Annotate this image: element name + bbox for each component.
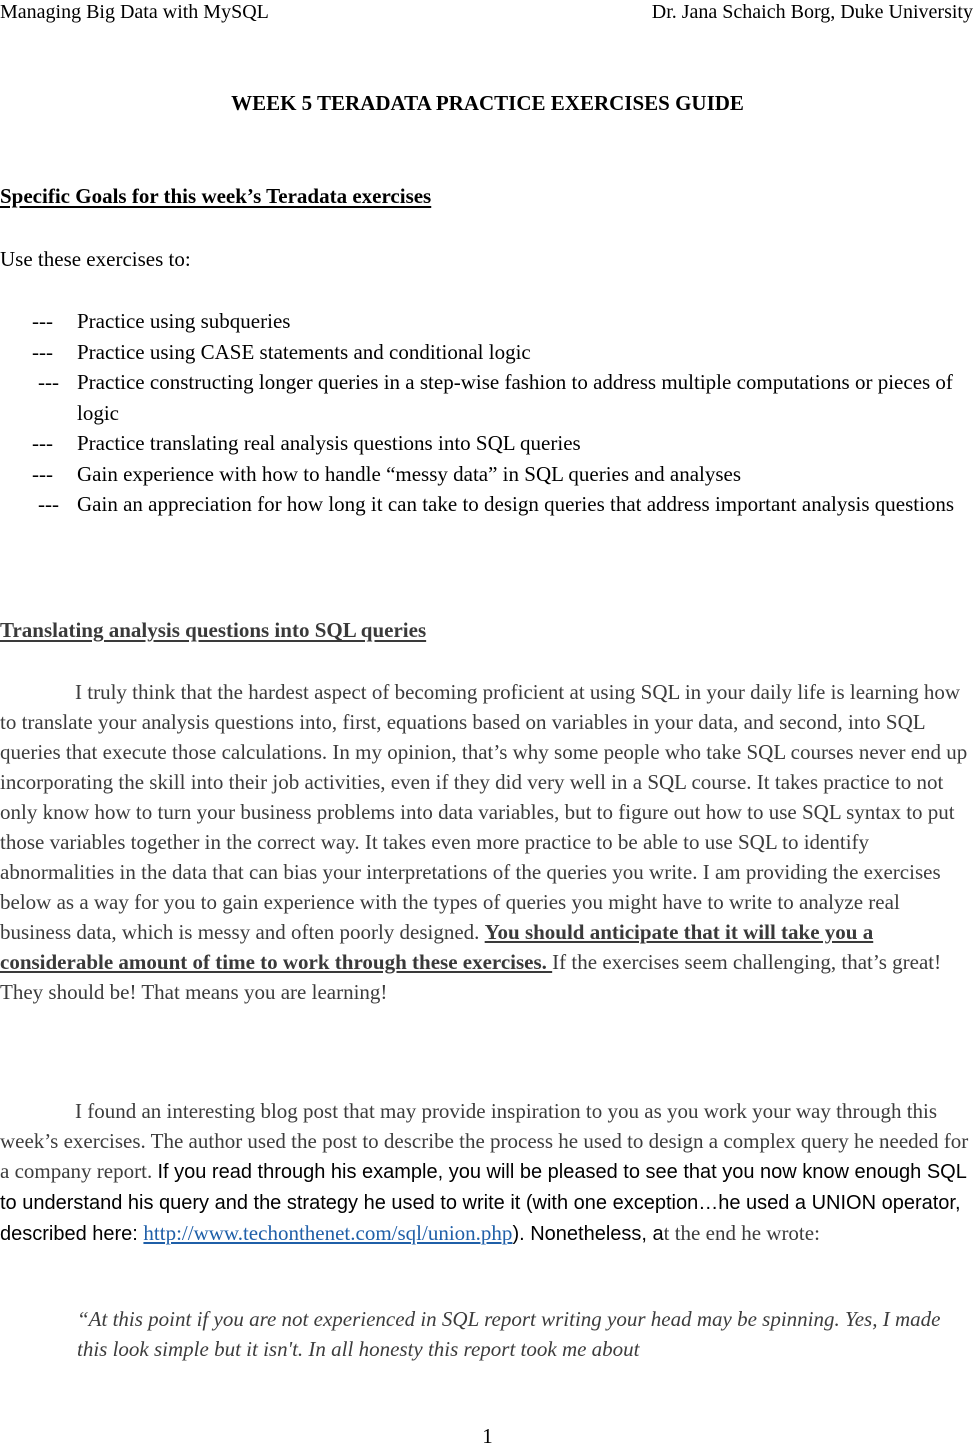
list-item bbox=[0, 489, 960, 520]
list-item bbox=[0, 428, 960, 459]
list-item bbox=[0, 306, 960, 337]
bullet-dash: --- bbox=[38, 492, 59, 516]
goal-text: Gain experience with how to handle “messy data” in SQL queries and analyses bbox=[77, 461, 742, 486]
list-item bbox=[0, 337, 960, 368]
bullet-dash: --- bbox=[32, 431, 53, 455]
list-item bbox=[0, 367, 960, 428]
running-header-right: Dr. Jana Schaich Borg, Duke University bbox=[651, 1, 973, 23]
goal-text: Practice using subqueries bbox=[77, 309, 291, 333]
intro-text: Use these exercises to: bbox=[0, 247, 191, 271]
paragraph-text: t the end he wrote: bbox=[663, 1221, 820, 1245]
union-link[interactable]: http://www.techonthenet.com/sql/union.php bbox=[143, 1221, 513, 1245]
running-header-left: Managing Big Data with MySQL bbox=[0, 1, 269, 23]
page-number: 1 bbox=[482, 1424, 493, 1448]
section-heading-translating: Translating analysis questions into SQL queries bbox=[0, 618, 427, 642]
paragraph-text-dark: ). Nonetheless, a bbox=[512, 1223, 664, 1245]
emphasis-text: You should anticipate that it will take you a considerable amount of time to work through these exercises. bbox=[0, 920, 874, 974]
goal-text: Practice using CASE statements and conditional logic bbox=[77, 339, 531, 364]
paragraph-text: If the exercises seem challenging, that’s great! They should be! That means you are learning! bbox=[0, 950, 942, 1004]
block-quote: “At this point if you are not experienced in SQL report writing your head may be spinning. Yes, I made this look simple but it isn't. In all honesty this report took me about bbox=[77, 1307, 941, 1361]
goal-text: Practice translating real analysis questions into SQL queries bbox=[77, 431, 581, 455]
paragraph-text: I found an interesting blog post that may provide inspiration to you as you work your way through this week’s exercises. The author used the post to describe the process he used to design a complex query he needed for a company report. bbox=[0, 1099, 969, 1183]
section-heading-goals: Specific Goals for this week’s Teradata exercises bbox=[0, 184, 432, 208]
bullet-dash: --- bbox=[32, 309, 53, 333]
paragraph-text-dark: If you read through his example, you will be pleased to see that you now know enough SQL to understand his query and the strategy he used to write it (with one exception…he used a UNION operator, described here: bbox=[0, 1161, 967, 1245]
bullet-dash: --- bbox=[32, 461, 53, 486]
body-paragraph-2 bbox=[0, 1096, 975, 1249]
bullet-dash: --- bbox=[38, 370, 59, 394]
goals-list bbox=[0, 306, 960, 520]
list-item bbox=[0, 459, 960, 490]
goal-text: Practice constructing longer queries in a step-wise fashion to address multiple computations or pieces of logic bbox=[77, 370, 953, 425]
paragraph-text: I truly think that the hardest aspect of becoming proficient at using SQL in your daily life is learning how to translate your analysis questions into, first, equations based on variables in your data, and second, into SQL queries that execute those calculations. In my opinion, that’s why some people who take SQL courses never end up incorporating the skill into their job activities, even if they did very well in a SQL course. It takes practice to not only know how to turn your business problems into data variables, but to figure out how to use SQL syntax to put those variables together in the correct way. It takes even more practice to be able to use SQL to identify abnormalities in the data that can bias your interpretations of the queries you write. I am providing the exercises below as a way for you to gain experience with the types of queries you might have to write to analyze real business data, which is messy and often poorly designed. bbox=[0, 680, 968, 944]
body-paragraph-1 bbox=[0, 677, 975, 1007]
bullet-dash: --- bbox=[32, 339, 53, 364]
page-title: WEEK 5 TERADATA PRACTICE EXERCISES GUIDE bbox=[231, 91, 744, 115]
goal-text: Gain an appreciation for how long it can take to design queries that address important analysis questions bbox=[77, 492, 955, 516]
